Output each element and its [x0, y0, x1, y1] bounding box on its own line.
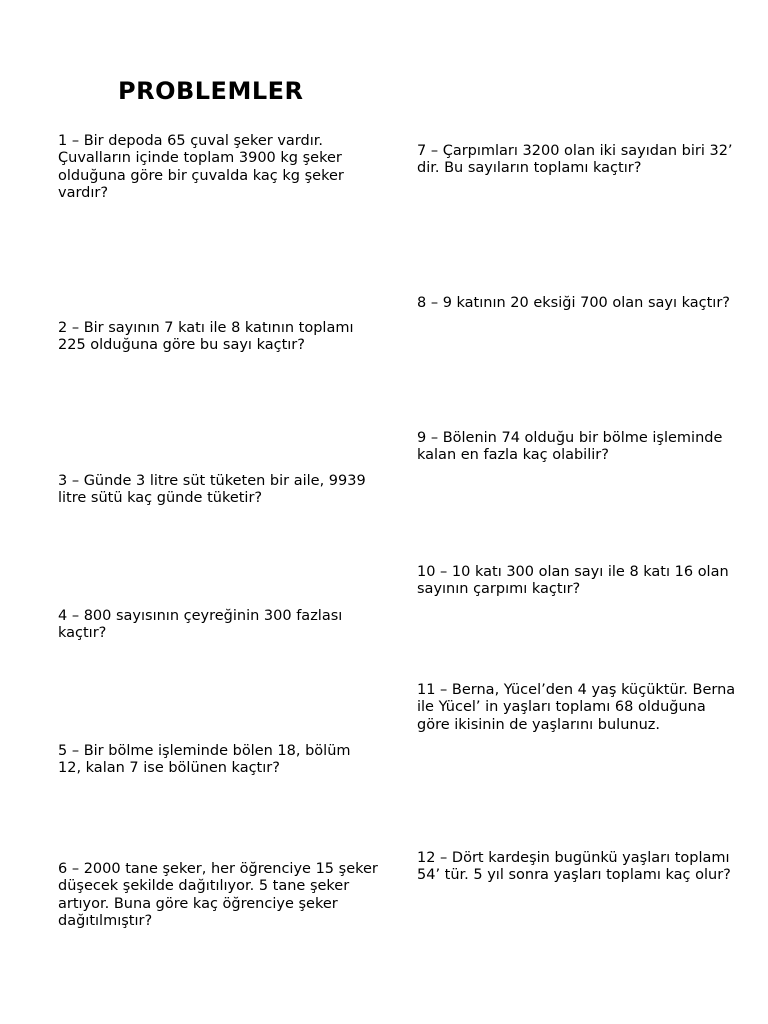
- problem-1: 1 – Bir depoda 65 çuval şeker vardır. Çuvalların içinde toplam 3900 kg şeker olduğuna göre bir çuvalda kaç kg şeker vardır?: [58, 133, 344, 202]
- problem-12: 12 – Dört kardeşin bugünkü yaşları toplamı 54’ tür. 5 yıl sonra yaşları toplamı kaç olur?: [417, 850, 731, 884]
- problem-4: 4 – 800 sayısının çeyreğinin 300 fazlası kaçtır?: [58, 608, 343, 642]
- problem-10: 10 – 10 katı 300 olan sayı ile 8 katı 16 olan sayının çarpımı kaçtır?: [417, 564, 729, 598]
- problem-9: 9 – Bölenin 74 olduğu bir bölme işleminde kalan en fazla kaç olabilir?: [417, 430, 723, 464]
- problem-8: 8 – 9 katının 20 eksiği 700 olan sayı kaçtır?: [417, 295, 730, 311]
- problem-5: 5 – Bir bölme işleminde bölen 18, bölüm 12, kalan 7 ise bölünen kaçtır?: [58, 743, 351, 777]
- page-title: PROBLEMLER: [118, 77, 304, 105]
- problem-2: 2 – Bir sayının 7 katı ile 8 katının toplamı 225 olduğuna göre bu sayı kaçtır?: [58, 320, 354, 354]
- problem-7: 7 – Çarpımları 3200 olan iki sayıdan biri 32’ dir. Bu sayıların toplamı kaçtır?: [417, 143, 733, 177]
- problem-6: 6 – 2000 tane şeker, her öğrenciye 15 şeker düşecek şekilde dağıtılıyor. 5 tane şeker artıyor. Buna göre kaç öğrenciye şeker dağıtılmıştır?: [58, 861, 378, 930]
- problem-3: 3 – Günde 3 litre süt tüketen bir aile, 9939 litre sütü kaç günde tüketir?: [58, 473, 366, 507]
- problem-11: 11 – Berna, Yücel’den 4 yaş küçüktür. Berna ile Yücel’ in yaşları toplamı 68 olduğuna göre ikisinin de yaşlarını bulunuz.: [417, 682, 736, 733]
